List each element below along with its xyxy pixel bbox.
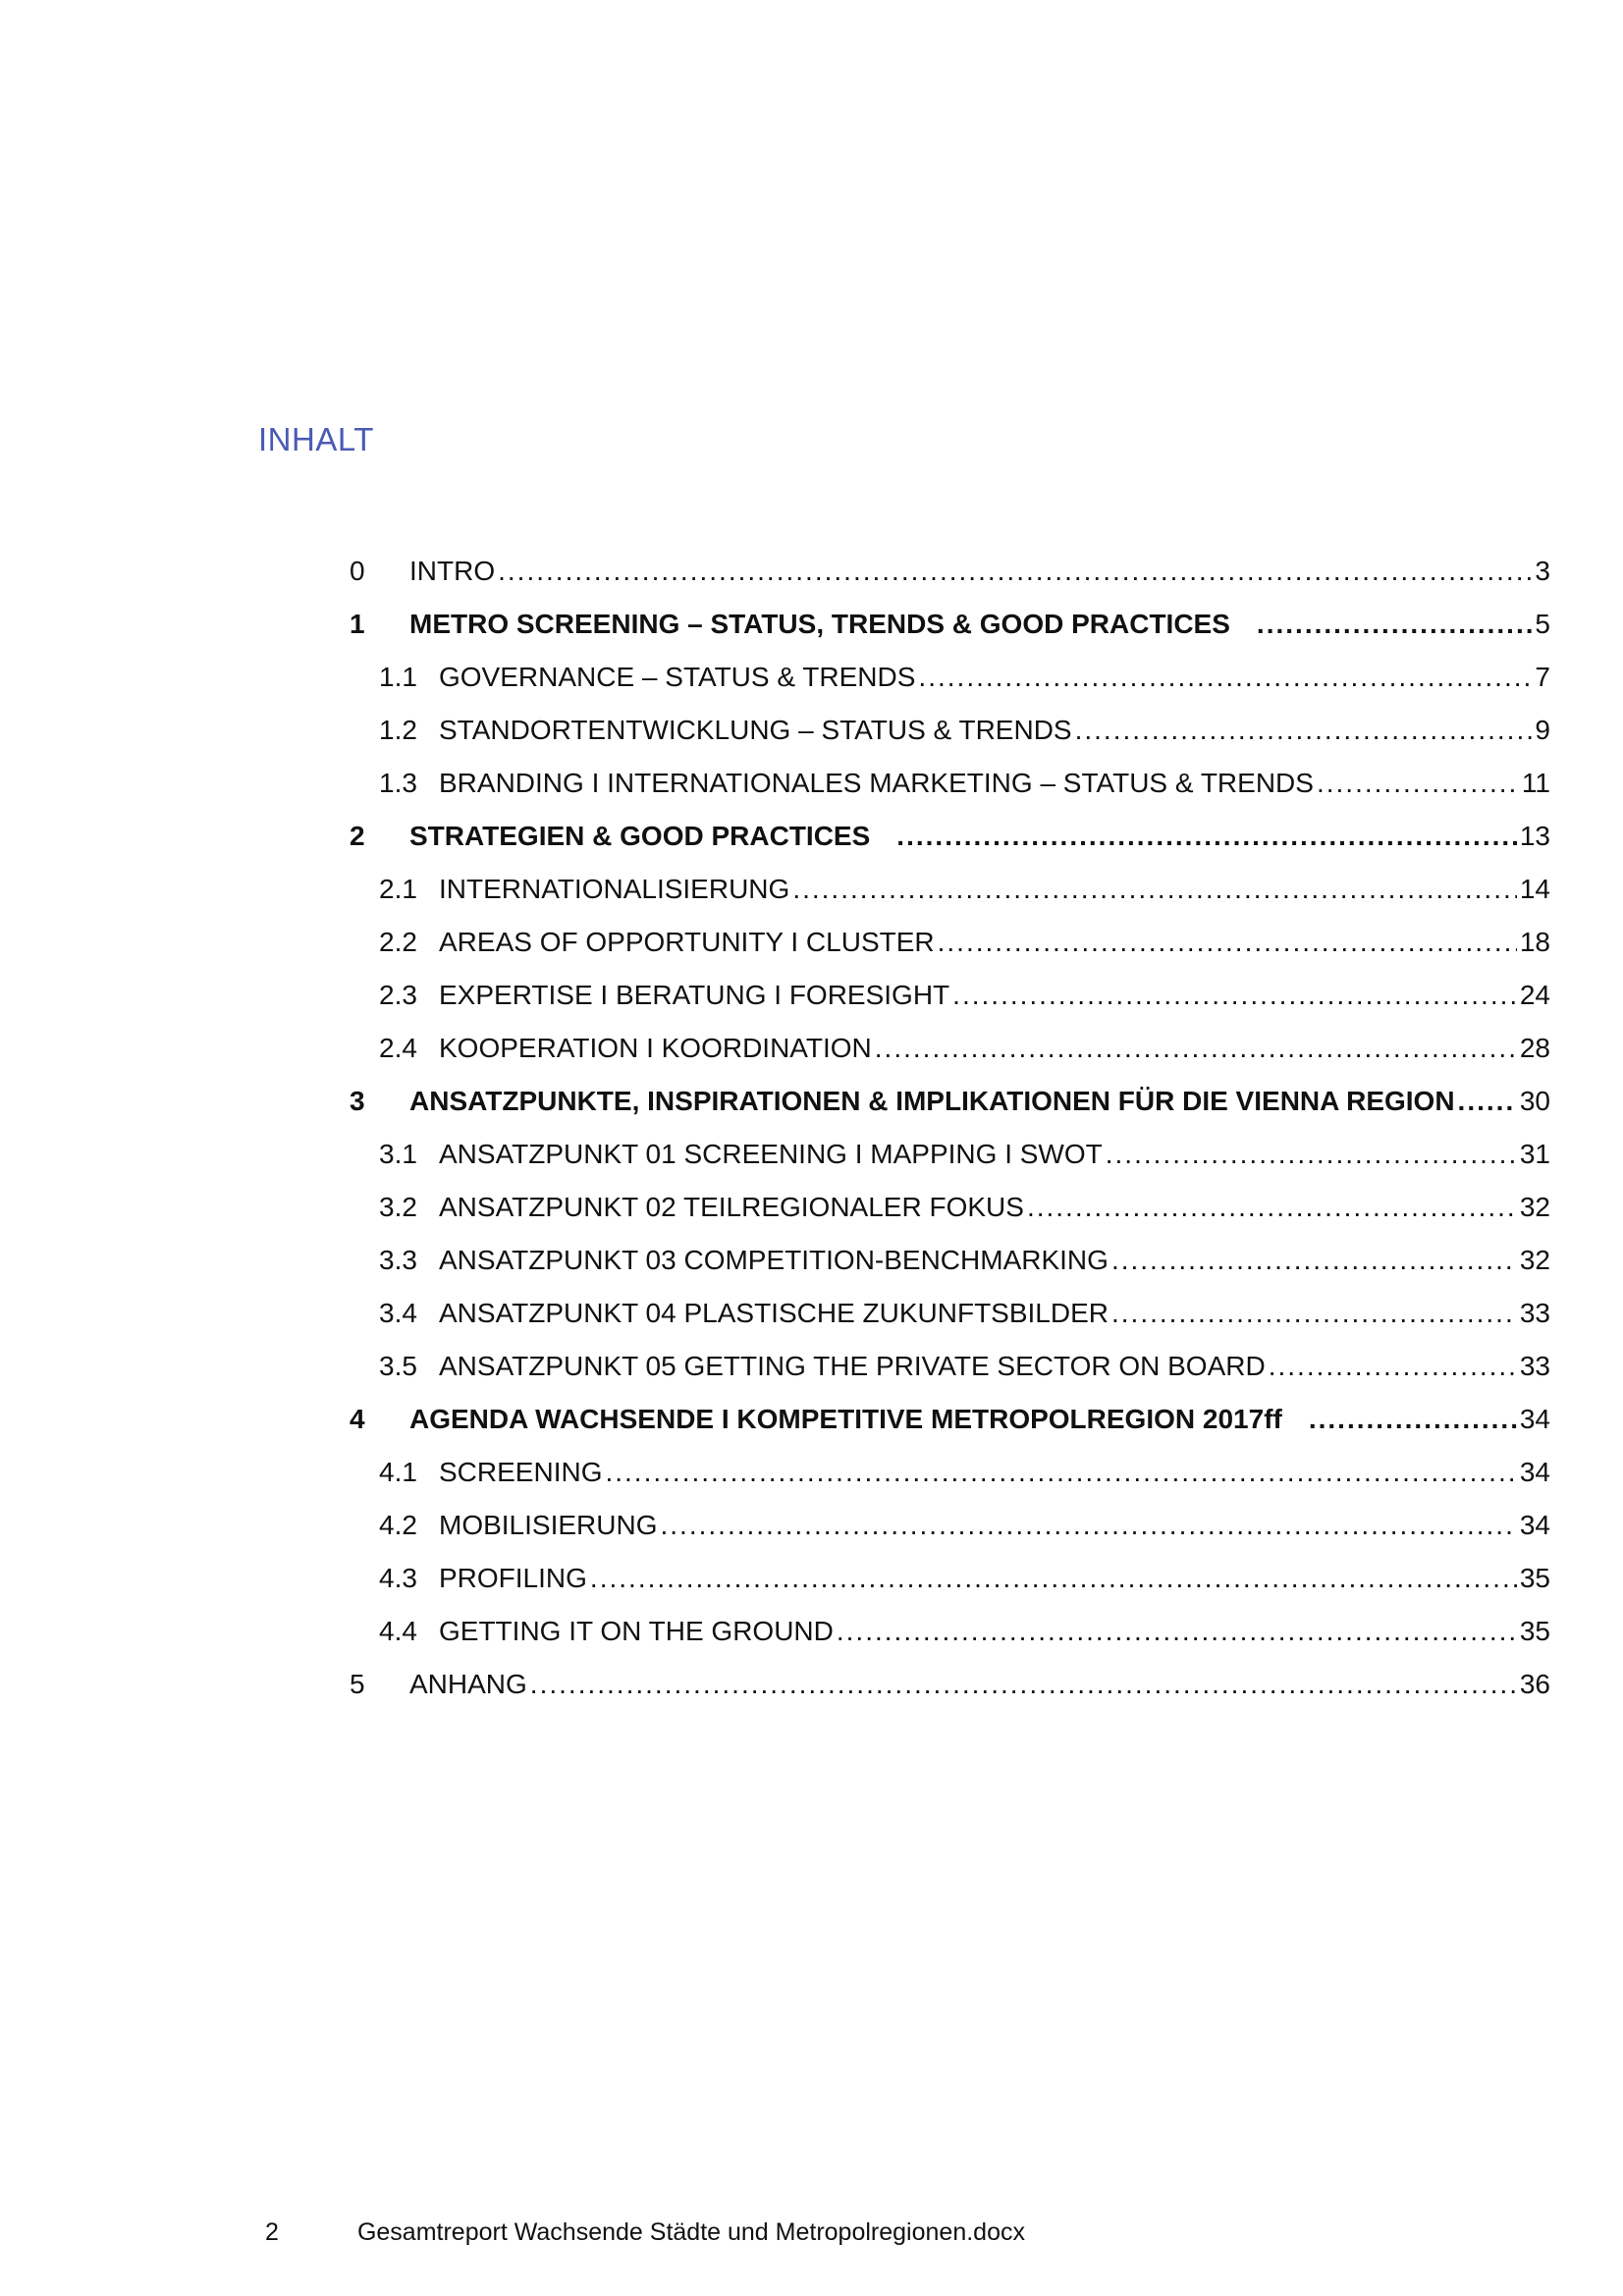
toc-entry-title: METRO SCREENING – STATUS, TRENDS & GOOD PRACTICES [409,609,1230,639]
toc-entry[interactable] [350,1128,1550,1181]
toc-entry-page: 7 [1535,662,1550,692]
toc-entry-number: 4 [350,1404,365,1434]
toc-entry-title: SCREENING [439,1457,603,1487]
toc-entry-number: 3.2 [379,1192,417,1222]
toc-entry[interactable] [350,1393,1550,1446]
toc-entry-number: 2 [350,821,365,851]
toc-entry-page: 30 [1519,1086,1550,1116]
toc-entry-title: STRATEGIEN & GOOD PRACTICES [409,821,871,851]
toc-entry[interactable] [350,1022,1550,1075]
toc-entry-page: 32 [1519,1192,1550,1222]
toc-entry-number: 3.4 [379,1298,417,1328]
toc-entry-page: 18 [1519,927,1550,957]
toc-dot-leader [530,1658,1517,1711]
toc-entry-title: GETTING IT ON THE GROUND [439,1616,834,1646]
toc-entry-page: 24 [1519,980,1550,1010]
table-of-contents [350,545,1550,1711]
toc-entry-number: 4.4 [379,1616,417,1646]
toc-entry[interactable] [350,1340,1550,1393]
footer-page-number: 2 [265,2218,279,2246]
toc-entry-number: 0 [350,556,365,586]
toc-dot-leader [660,1499,1516,1552]
toc-entry-title: INTERNATIONALISIERUNG [439,874,790,904]
toc-entry-page: 28 [1519,1033,1550,1063]
toc-dot-leader [1257,598,1533,651]
toc-dot-leader [605,1446,1516,1499]
toc-dot-leader [590,1552,1517,1605]
toc-entry[interactable] [350,1499,1550,1552]
toc-dot-leader [1309,1393,1517,1446]
toc-entry[interactable] [350,969,1550,1022]
toc-entry-number: 1.1 [379,662,417,692]
toc-dot-leader [918,651,1532,704]
toc-entry-number: 4.3 [379,1563,417,1593]
toc-entry-page: 9 [1535,715,1550,745]
toc-entry-number: 2.2 [379,927,417,957]
toc-entry-page: 33 [1519,1351,1550,1381]
toc-entry-number: 4.2 [379,1510,417,1540]
toc-entry-title: ANSATZPUNKT 04 PLASTISCHE ZUKUNFTSBILDER [439,1298,1109,1328]
toc-entry-number: 3.3 [379,1245,417,1275]
toc-dot-leader [875,1022,1517,1075]
toc-dot-leader [1317,757,1519,810]
toc-dot-leader [952,969,1517,1022]
toc-entry-page: 34 [1519,1510,1550,1540]
toc-entry-number: 3 [350,1086,365,1116]
page-heading: INHALT [258,421,374,457]
toc-entry-title: AGENDA WACHSENDE I KOMPETITIVE METROPOLREGION 2017ff [409,1404,1282,1434]
toc-entry-title: PROFILING [439,1563,587,1593]
toc-entry[interactable] [350,598,1550,651]
toc-dot-leader [1027,1181,1517,1234]
toc-entry-page: 5 [1535,609,1550,639]
toc-entry-page: 33 [1519,1298,1550,1328]
toc-entry-title: AREAS OF OPPORTUNITY I CLUSTER [439,927,935,957]
toc-entry-page: 13 [1519,821,1550,851]
toc-entry-number: 1.2 [379,715,417,745]
toc-entry-number: 3.5 [379,1351,417,1381]
toc-dot-leader [1458,1075,1517,1128]
toc-entry-title: EXPERTISE I BERATUNG I FORESIGHT [439,980,950,1010]
toc-entry-page: 3 [1535,556,1550,586]
toc-entry-page: 35 [1519,1563,1550,1593]
toc-entry[interactable] [350,704,1550,757]
toc-entry-number: 2.1 [379,874,417,904]
toc-entry-number: 4.1 [379,1457,417,1487]
toc-entry-title: ANSATZPUNKTE, INSPIRATIONEN & IMPLIKATIONEN FÜR DIE VIENNA REGION [409,1086,1455,1116]
toc-entry[interactable] [350,1287,1550,1340]
toc-entry[interactable] [350,1181,1550,1234]
footer-filename: Gesamtreport Wachsende Städte und Metropolregionen.docx [356,2218,1025,2246]
toc-entry-number: 2.3 [379,980,417,1010]
toc-entry[interactable] [350,863,1550,916]
toc-entry-page: 31 [1519,1139,1550,1169]
toc-entry[interactable] [350,651,1550,704]
toc-entry-title: STANDORTENTWICKLUNG – STATUS & TRENDS [439,715,1072,745]
toc-entry-title: GOVERNANCE – STATUS & TRENDS [439,662,916,692]
toc-dot-leader [938,916,1517,969]
toc-entry-number: 3.1 [379,1139,417,1169]
toc-entry[interactable] [350,1552,1550,1605]
toc-entry-title: ANHANG [409,1669,527,1699]
toc-entry-page: 14 [1519,874,1550,904]
toc-dot-leader [1075,704,1533,757]
toc-entry-page: 35 [1519,1616,1550,1646]
toc-entry[interactable] [350,1234,1550,1287]
toc-entry-title: ANSATZPUNKT 05 GETTING THE PRIVATE SECTOR ON BOARD [439,1351,1266,1381]
toc-entry-title: INTRO [409,556,496,586]
page-footer [265,2216,1025,2249]
toc-dot-leader [1111,1234,1517,1287]
toc-entry-number: 5 [350,1669,365,1699]
toc-entry-page: 32 [1519,1245,1550,1275]
toc-dot-leader [792,863,1517,916]
toc-entry-page: 11 [1521,768,1550,798]
toc-entry[interactable] [350,545,1550,598]
toc-entry[interactable] [350,1605,1550,1658]
toc-entry-title: KOOPERATION I KOORDINATION [439,1033,872,1063]
toc-dot-leader [1111,1287,1517,1340]
toc-entry[interactable] [350,1658,1550,1711]
toc-entry-title: ANSATZPUNKT 02 TEILREGIONALER FOKUS [439,1192,1024,1222]
toc-dot-leader [498,545,1532,598]
toc-entry[interactable] [350,1075,1550,1128]
toc-entry-title: ANSATZPUNKT 01 SCREENING I MAPPING I SWOT [439,1139,1103,1169]
toc-entry-title: BRANDING I INTERNATIONALES MARKETING – STATUS & TRENDS [439,768,1314,798]
toc-entry[interactable] [350,916,1550,969]
toc-entry-page: 34 [1519,1457,1550,1487]
toc-entry[interactable] [350,810,1550,863]
toc-entry-page: 36 [1519,1669,1550,1699]
toc-entry[interactable] [350,757,1550,810]
toc-entry-number: 2.4 [379,1033,417,1063]
toc-dot-leader [1106,1128,1517,1181]
toc-entry-number: 1 [350,609,365,639]
toc-entry-number: 1.3 [379,768,417,798]
toc-entry[interactable] [350,1446,1550,1499]
toc-dot-leader [837,1605,1517,1658]
toc-entry-page: 34 [1519,1404,1550,1434]
toc-dot-leader [1269,1340,1517,1393]
toc-dot-leader [896,810,1517,863]
toc-entry-title: ANSATZPUNKT 03 COMPETITION-BENCHMARKING [439,1245,1109,1275]
toc-entry-title: MOBILISIERUNG [439,1510,658,1540]
